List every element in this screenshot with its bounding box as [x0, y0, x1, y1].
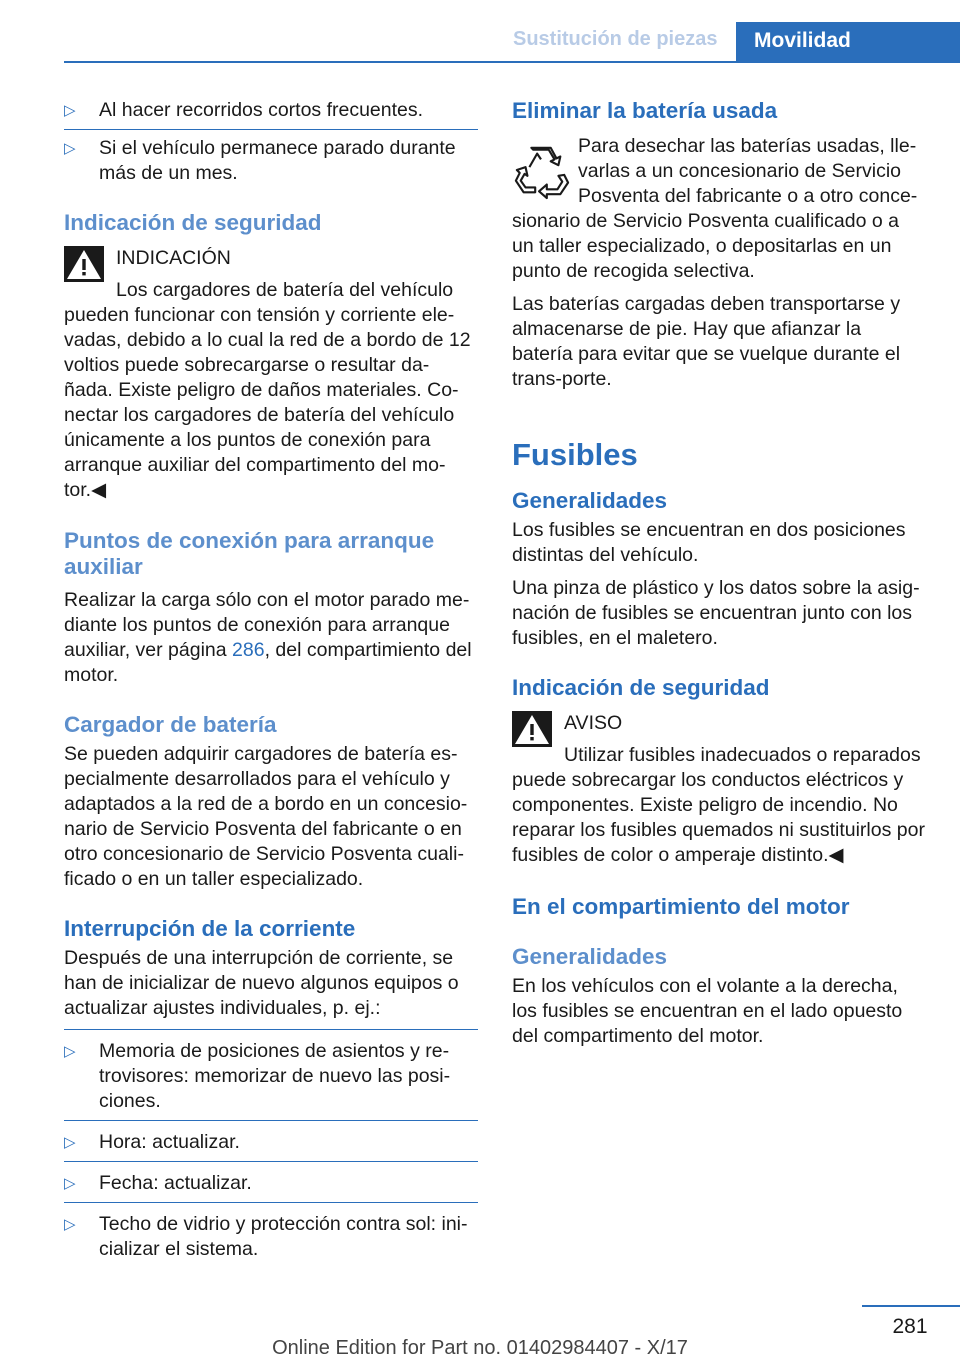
header-chapter-tab: [736, 22, 960, 63]
left-column: [64, 98, 478, 1262]
fuses-title: Fusibles: [512, 437, 638, 472]
list-item: ▷ Techo de vidrio y protección contra sol: ini-cializar el sistema.: [64, 1213, 468, 1260]
warning-triangle-icon: [64, 246, 104, 282]
page-number: 281: [892, 1315, 928, 1338]
jump-start-heading: Puntos de conexión para arranque auxiliar: [64, 528, 435, 579]
list-divider: [64, 1161, 478, 1162]
list-item: ▷ Al hacer recorridos cortos frecuentes.: [64, 99, 424, 121]
engine-compartment-heading: En el compartimiento del motor: [512, 894, 850, 919]
list-divider: [64, 1120, 478, 1121]
recycle-block: [512, 134, 926, 284]
header-chapter-label: Movilidad: [754, 29, 851, 52]
safety-heading: Indicación de seguridad: [64, 210, 322, 235]
warning-triangle-icon: [512, 711, 552, 747]
bullet-triangle-icon: ▷: [64, 1175, 76, 1192]
charger-text: Se pueden adquirir cargadores de batería es-pecialmente desarrollados para el vehículo y adaptados a la red de a bordo en un concesio-nario de Servicio Posventa del fabricante o en otro concesionario de Servicio Posventa cuali-ficado o en un taller especializado.: [64, 743, 468, 890]
list-item: ▷ Memoria de posiciones de asientos y re-trovisores: memorizar de nuevo las posi-ciones.: [64, 1040, 451, 1112]
dispose-text: Para desechar las baterías usadas, lle-varlas a un concesionario de Servicio Posventa del fabricante o a otro conce-sionario de Servicio Posventa cualificado o a un taller especializado, o depositarlas en un punto de recogida selectiva.: [512, 135, 918, 282]
warning-block: [512, 711, 926, 868]
warning-block: [64, 246, 478, 503]
bullet-triangle-icon: ▷: [64, 140, 76, 157]
warning-text: pueden funcionar con tensión y corriente ele-vadas, debido a lo cual la red de a bordo de 12 voltios puede sobrecargarse o resultar da-ñada. Existe peligro de daños materiales. Co-nectar los cargadores de batería del vehículo únicamente a los puntos de conexión para arranque auxiliar del compartimento del mo-tor.◀: [64, 304, 471, 501]
warning-first-line: Los cargadores de batería del vehículo: [116, 279, 454, 301]
edition-footer: Online Edition for Part no. 01402984407 - X/17: [272, 1337, 688, 1359]
list-item: ▷ Fecha: actualizar.: [64, 1172, 252, 1194]
engine-general-text: En los vehículos con el volante a la derecha, los fusibles se encuentran en el lado opuesto del compartimento del motor.: [512, 975, 903, 1047]
bullet-triangle-icon: ▷: [64, 102, 76, 119]
list-divider: [64, 129, 478, 130]
warning-label: INDICACIÓN: [116, 247, 231, 269]
warning-first-line: Utilizar fusibles inadecuados o reparados: [564, 744, 921, 766]
jump-start-text: Realizar la carga sólo con el motor parado me-diante los puntos de conexión para arranque auxiliar, ver página 286, del compartimiento del motor.: [64, 589, 472, 686]
fuses-general-text-2: Una pinza de plástico y los datos sobre la asig-nación de fusibles se encuentran junto con los fusibles, en el maletero.: [512, 577, 920, 649]
list-item: ▷ Hora: actualizar.: [64, 1131, 240, 1153]
page-link[interactable]: 286: [232, 639, 265, 661]
list-divider: [64, 1202, 478, 1203]
charger-heading: Cargador de batería: [64, 712, 277, 737]
fuses-safety-heading: Indicación de seguridad: [512, 675, 770, 700]
header-rule: [64, 61, 960, 63]
bullet-triangle-icon: ▷: [64, 1043, 76, 1060]
footer-rule: [862, 1305, 960, 1307]
list-item: ▷ Si el vehículo permanece parado durante más de un mes.: [64, 137, 456, 184]
right-column: [512, 98, 926, 1049]
power-interruption-heading: Interrupción de la corriente: [64, 916, 356, 941]
recycle-icon: [512, 142, 570, 200]
list-divider: [64, 1029, 478, 1030]
header-section-title: Sustitución de piezas: [513, 28, 718, 50]
transport-text: Las baterías cargadas deben transportarse y almacenarse de pie. Hay que afianzar la batería para evitar que se vuelque durante el trans-porte.: [512, 293, 901, 390]
bullet-triangle-icon: ▷: [64, 1134, 76, 1151]
engine-general-heading: Generalidades: [512, 944, 668, 969]
dispose-heading: Eliminar la batería usada: [512, 98, 778, 123]
bullet-triangle-icon: ▷: [64, 1216, 76, 1233]
fuses-general-heading: Generalidades: [512, 488, 668, 513]
power-interruption-text: Después de una interrupción de corriente, se han de inicializar de nuevo algunos equipos o actualizar ajustes individuales, p. ej.:: [64, 947, 459, 1019]
fuses-general-text-1: Los fusibles se encuentran en dos posiciones distintas del vehículo.: [512, 519, 906, 566]
warning-text: puede sobrecargar los conductos eléctricos y componentes. Existe peligro de incendio. No reparar los fusibles quemados ni sustituirlos por fusibles de color o amperaje distinto.◀: [512, 769, 925, 866]
warning-label: AVISO: [564, 712, 623, 734]
